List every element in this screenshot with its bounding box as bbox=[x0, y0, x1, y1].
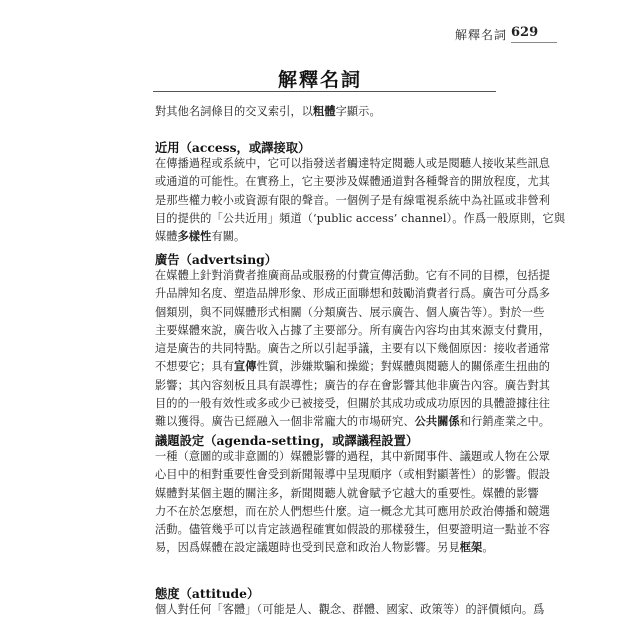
entry-line: 影響；其內容刻板且具有誤導性；廣告的存在會影響其他非廣告內容。廣告對其 bbox=[155, 378, 551, 392]
cross-reference: 多樣性 bbox=[177, 230, 212, 244]
entry-line: 個類別，與不同媒體形式相關（分類廣告、展示廣告、個人廣告等）。對於一些 bbox=[155, 305, 545, 319]
entry-line bbox=[155, 358, 551, 376]
entry-text: 易，因爲媒體在設定議題時也受到民意和政治人物影響。另見 bbox=[155, 541, 460, 555]
entry-body-access bbox=[155, 155, 566, 246]
entry-line: 活動。儘管幾乎可以肯定該過程確實如假設的那樣發生，但要證明這一點並不容 bbox=[155, 523, 551, 537]
entry-line: 是那些權力較小或資源有限的聲音。一個例子是有線電視系統中為社區或非營利 bbox=[155, 193, 551, 207]
header-rule bbox=[511, 42, 557, 43]
entry-term: 態度 bbox=[155, 587, 180, 601]
title-rule bbox=[153, 91, 496, 92]
entry-body-attitude bbox=[155, 601, 545, 619]
running-header-title: 解釋名詞 bbox=[455, 28, 508, 42]
entry-line: 心目中的相對重要性會受到新聞報導中呈現順序（或相對顯著性）的影響。假設 bbox=[155, 468, 551, 482]
entry-body-agenda-setting bbox=[155, 448, 551, 558]
intro-text-before: 對其他名詞條目的交叉索引，以 bbox=[155, 105, 314, 118]
page-number: 629 bbox=[511, 25, 539, 40]
intro-text-after: 字顯示。 bbox=[335, 105, 381, 118]
entry-heading-advertising bbox=[155, 250, 505, 268]
entry-line: 目的提供的「公共近用」頻道（‘public access’ channel）。作爲一般原則，它與 bbox=[155, 211, 566, 225]
entry-line: 一種（意圖的或非意圖的）媒體影響的過程，其中新聞事件、議題或人物在公眾 bbox=[155, 450, 551, 463]
entry-text: 不想要它；具有 bbox=[155, 360, 235, 374]
entry-term: 廣告 bbox=[155, 253, 180, 267]
entry-term: 近用 bbox=[155, 141, 180, 155]
intro-paragraph bbox=[155, 103, 505, 121]
entry-gloss: （attitude） bbox=[179, 586, 260, 601]
entry-line: 個人對任何「客體」（可能是人、觀念、群體、國家、政策等）的評價傾向。爲 bbox=[155, 603, 545, 616]
entry-line: 或通道的可能性。在實務上，它主要涉及媒體通道對各種聲音的開放程度，尤其 bbox=[155, 175, 551, 189]
entry-line: 目的的一般有效性或多或少已被接受，但關於其成功或成功原因的具體證據往往 bbox=[155, 397, 551, 411]
entry-line: 力不在於怎麼想，而在於人們想些什麼。這一概念尤其可應用於政治傳播和競選 bbox=[155, 504, 551, 518]
entry-text: 。 bbox=[482, 541, 494, 555]
entry-line: 媒體對某個主題的關注多，新聞閱聽人就會賦予它越大的重要性。媒體的影響 bbox=[155, 486, 539, 500]
entry-term: 議題設定 bbox=[155, 434, 205, 448]
entry-heading-access bbox=[155, 138, 505, 156]
entry-line: 在傳播過程或系統中，它可以指發送者觸達特定閱聽人或是閱聽人接收某些訊息 bbox=[155, 157, 551, 170]
entry-line-last bbox=[155, 413, 551, 431]
entry-heading-attitude bbox=[155, 584, 505, 602]
entry-text: 性質，涉嫌欺騙和操縱；對媒體與閱聽人的關係產生扭曲的 bbox=[256, 360, 551, 374]
cross-reference: 宣傳 bbox=[234, 360, 257, 374]
entry-body-advertising bbox=[155, 267, 551, 432]
entry-line: 這是廣告的共同特點。廣告之所以引起爭議，主要有以下幾個原因：接收者通常 bbox=[155, 342, 551, 356]
cross-reference: 框架 bbox=[459, 541, 483, 555]
intro-bold-term: 粗體 bbox=[313, 105, 336, 118]
entry-line-last bbox=[155, 228, 505, 246]
entry-line-last bbox=[155, 539, 505, 557]
entry-gloss: （agenda-setting，或譯議程設置） bbox=[204, 433, 419, 448]
entry-text: 和行銷產業之中。 bbox=[459, 415, 551, 429]
entry-gloss: （access，或譯接取） bbox=[179, 140, 311, 155]
entry-gloss: （advertsing） bbox=[179, 252, 278, 267]
entry-line: 在媒體上針對消費者推廣商品或服務的付費宣傳活動。它有不同的目標，包括提 bbox=[155, 269, 551, 282]
entry-line: 升品牌知名度、塑造品牌形象、形成正面聯想和鼓勵消費者行爲。廣告可分爲多 bbox=[155, 287, 551, 301]
entry-text: 有關。 bbox=[211, 230, 246, 244]
entry-text: 媒體 bbox=[155, 230, 178, 244]
cross-reference: 公共關係 bbox=[414, 415, 460, 429]
entry-line: 主要媒體來說，廣告收入占據了主要部分。所有廣告內容均由其來源支付費用， bbox=[155, 323, 551, 337]
entry-heading-agenda-setting bbox=[155, 431, 505, 449]
entry-text: 難以獲得。廣告已經融入一個非常龐大的市場研究、 bbox=[155, 415, 415, 429]
page-title: 解釋名詞 bbox=[277, 69, 362, 91]
